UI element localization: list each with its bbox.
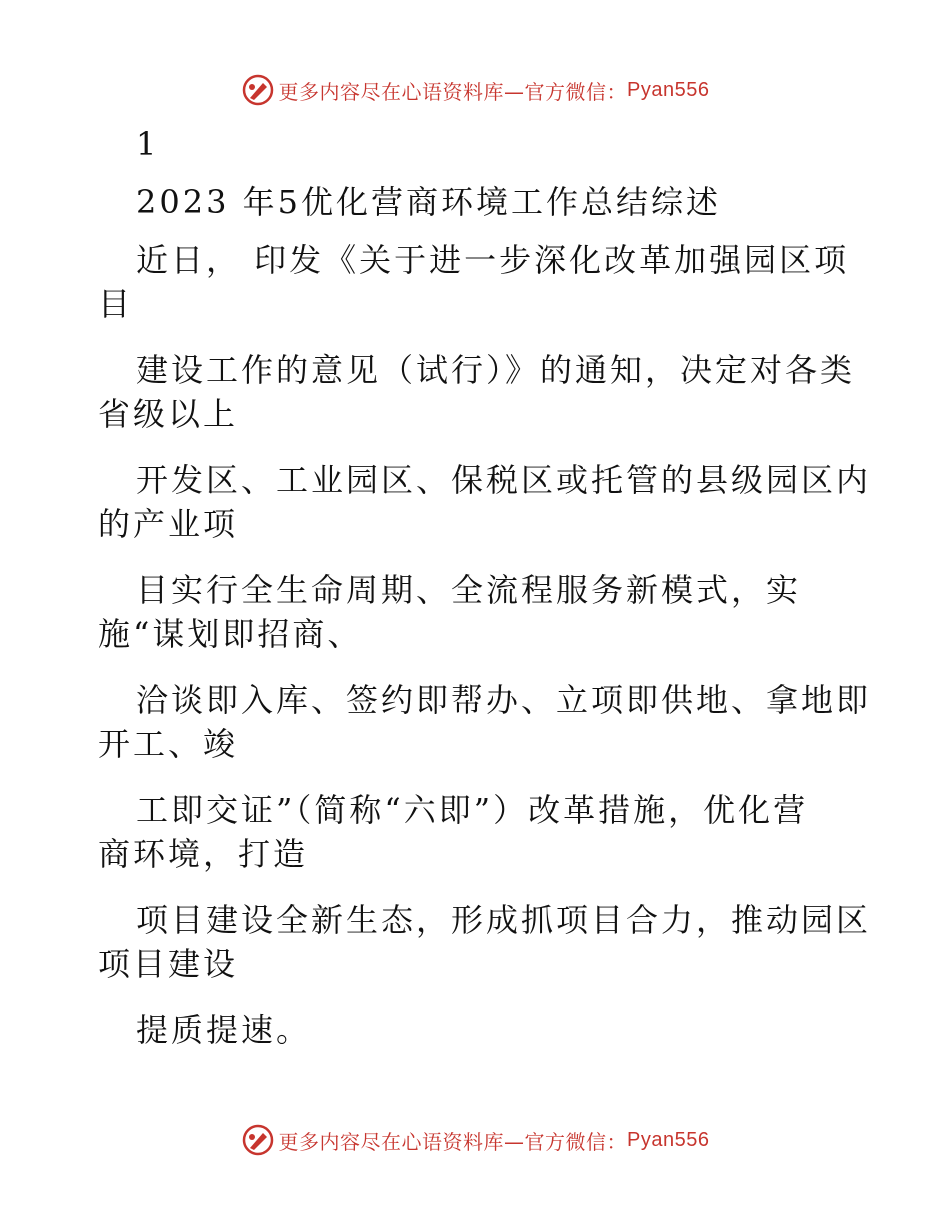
paragraph-line: 开工、竣 bbox=[98, 725, 239, 763]
pen-nib-logo-icon bbox=[241, 1123, 275, 1157]
paragraph-line: 工即交证”（简称“六即”）改革措施，优化营 bbox=[136, 791, 809, 829]
paragraph-line: 项目建设 bbox=[98, 945, 239, 983]
paragraph-line: 省级以上 bbox=[98, 395, 239, 433]
paragraph-line: 开发区、工业园区、保税区或托管的县级园区内 bbox=[136, 461, 872, 499]
watermark-footer bbox=[0, 1120, 950, 1160]
paragraph-line: 项目建设全新生态，形成抓项目合力，推动园区 bbox=[136, 901, 872, 939]
paragraph-line: 目 bbox=[98, 285, 134, 323]
watermark-wechat-id: Pyan556 bbox=[627, 78, 710, 101]
pen-nib-logo-icon bbox=[241, 73, 275, 107]
paragraph-line: 目实行全生命周期、全流程服务新模式，实 bbox=[136, 571, 802, 609]
paragraph-line: 洽谈即入库、签约即帮办、立项即供地、拿地即 bbox=[136, 681, 872, 719]
watermark-text: 更多内容尽在心语资料库—官方微信： bbox=[278, 1129, 628, 1154]
paragraph-line: 建设工作的意见（试行）》的通知，决定对各类 bbox=[136, 351, 856, 389]
paragraph-line: 的产业项 bbox=[98, 505, 239, 543]
watermark-header bbox=[0, 70, 950, 110]
paragraph-line: 施“谋划即招商、 bbox=[98, 615, 363, 653]
paragraph-line: 商环境，打造 bbox=[98, 835, 309, 873]
watermark-wechat-id: Pyan556 bbox=[627, 1128, 710, 1151]
document-title: 2023 年5优化营商环境工作总结综述 bbox=[136, 183, 721, 221]
paragraph-line: 近日， 印发《关于进一步深化改革加强园区项 bbox=[136, 241, 850, 279]
document-body bbox=[98, 122, 872, 1052]
page-number: 1 bbox=[136, 125, 160, 163]
paragraph-line: 提质提速。 bbox=[136, 1011, 312, 1049]
watermark-text: 更多内容尽在心语资料库—官方微信： bbox=[278, 79, 628, 104]
